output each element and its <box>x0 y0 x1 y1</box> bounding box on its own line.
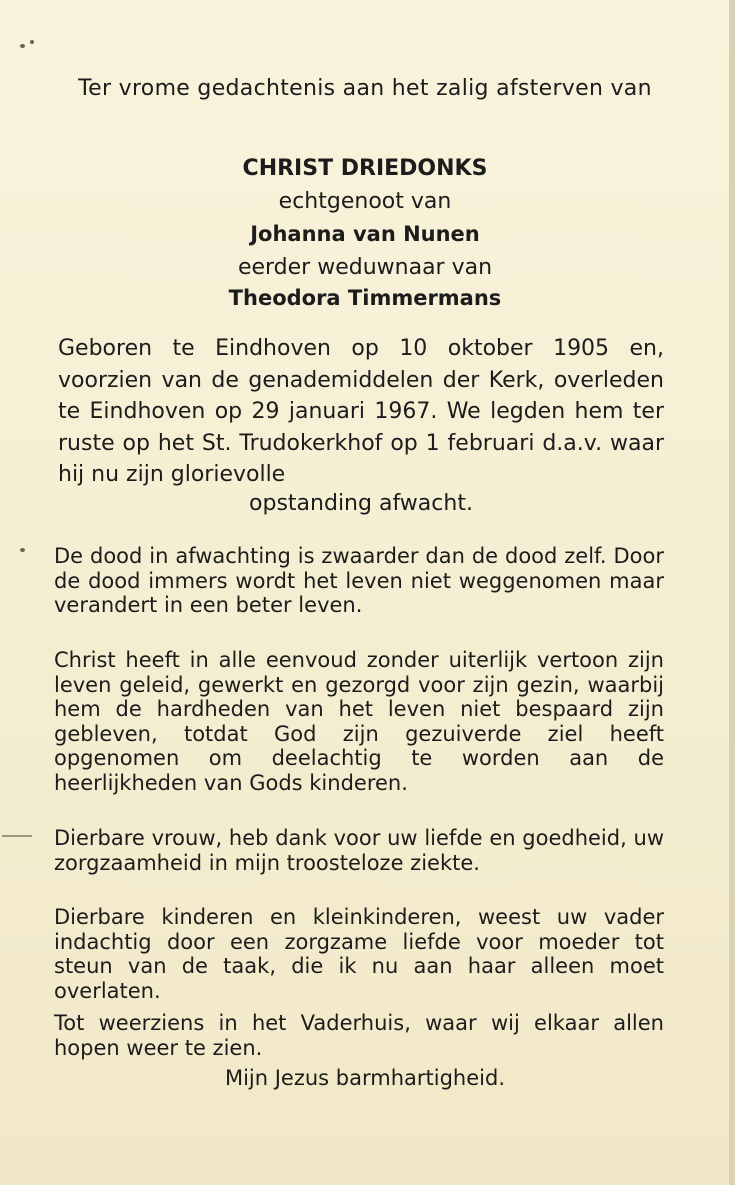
closing-prayer: Mijn Jezus barmhartigheid. <box>224 1066 506 1090</box>
deceased-name: CHRIST DRIEDONKS <box>242 156 488 181</box>
paragraph: Dierbare kinderen en kleinkinderen, weest uw vader indachtig door een zorgzame liefde voor moeder tot steun van de taak, die ik nu aan haar alleen moet overlaten. <box>54 905 664 1003</box>
paragraph: Tot weerziens in het Vaderhuis, waar wij elkaar allen hopen weer te zien. <box>54 1011 664 1060</box>
ink-spot <box>20 548 25 552</box>
spouse-relation: echtgenoot van <box>278 189 452 214</box>
previous-spouse-name: Theodora Timmermans <box>228 286 502 310</box>
ink-spot <box>20 44 25 48</box>
paragraph: De dood in afwachting is zwaarder dan de dood zelf. Door de dood immers wordt het leven niet weggenomen maar verandert in een beter leven. <box>54 544 664 618</box>
intro-text: Ter vrome gedachtenis aan het zalig afsterven van <box>78 76 652 101</box>
ink-spot <box>30 40 34 44</box>
paragraph: Christ heeft in alle eenvoud zonder uiterlijk vertoon zijn leven geleid, gewerkt en gezorgd voor zijn gezin, waarbij hem de hardheden van het leven niet bespaard zijn gebleven, totdat God zijn gezuiverde ziel heeft opgenomen om deelachtig te worden aan de heerlijkheden van Gods kinderen. <box>54 648 664 795</box>
biography: Geboren te Eindhoven op 10 oktober 1905 en, voorzien van de genademiddelen der Kerk, overleden te Eindhoven op 29 januari 1967. We legden hem ter ruste op het St. Trudokerkhof op 1 februari d.a.v. waar hij nu zijn glorievolle <box>58 336 664 487</box>
ink-mark <box>2 835 32 837</box>
paragraph: Dierbare vrouw, heb dank voor uw liefde en goedheid, uw zorgzaamheid in mijn troosteloze ziekte. <box>54 826 664 875</box>
biography-end: opstanding afwacht. <box>249 491 473 516</box>
spouse-name: Johanna van Nunen <box>250 222 480 246</box>
previous-relation: eerder weduwnaar van <box>237 255 493 280</box>
